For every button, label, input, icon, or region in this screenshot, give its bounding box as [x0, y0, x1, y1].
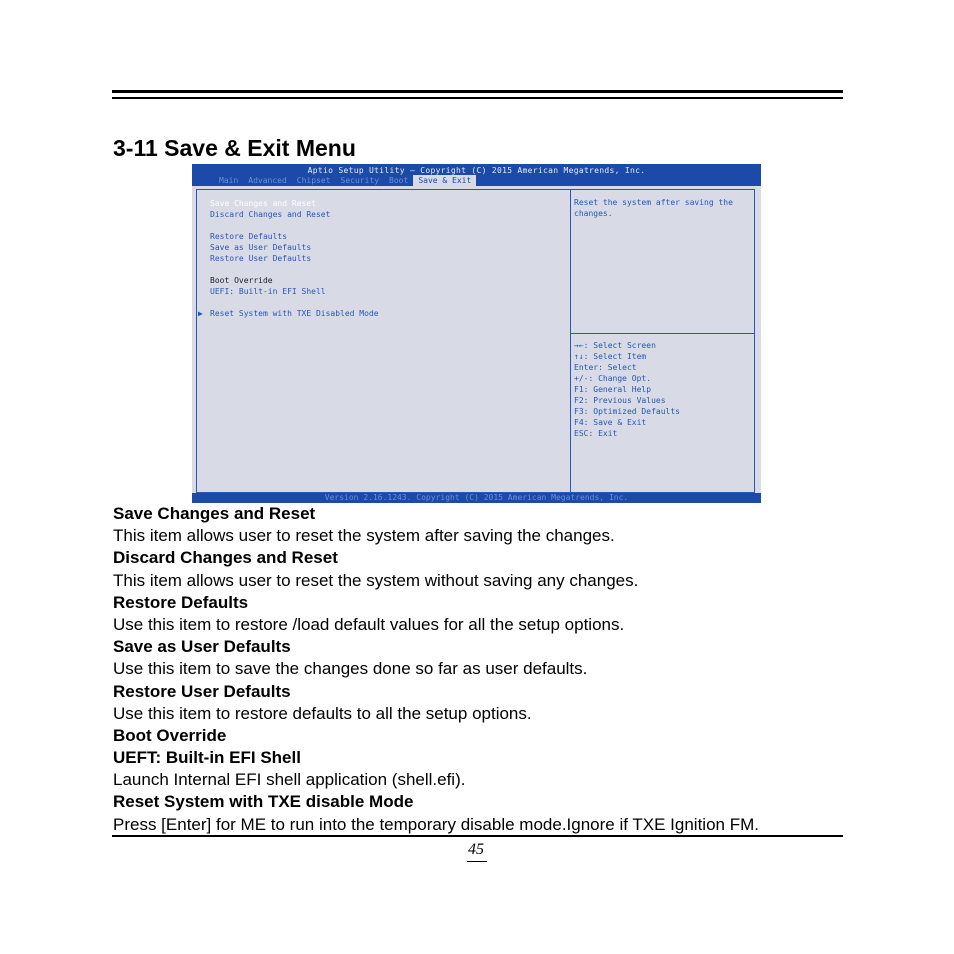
key-hint: F3: Optimized Defaults — [574, 407, 680, 416]
desc-heading: Reset System with TXE disable Mode — [113, 792, 414, 812]
bios-tab-bar — [214, 175, 476, 186]
key-hint: ↑↓: Select Item — [574, 352, 647, 361]
desc-text: Launch Internal EFI shell application (shell.efi). — [113, 770, 466, 790]
desc-heading: Boot Override — [113, 725, 227, 745]
key-hint: F2: Previous Values — [574, 396, 666, 405]
key-hint: →←: Select Screen — [574, 341, 656, 350]
desc-heading: Save as User Defaults — [113, 637, 291, 657]
bios-title: Aptio Setup Utility – Copyright (C) 2015 American Megatrends, Inc. — [307, 166, 646, 175]
menu-item-save-changes-reset[interactable]: Save Changes and Reset — [210, 199, 316, 208]
page-number: 45 — [468, 841, 484, 858]
desc-heading: Restore Defaults — [113, 592, 249, 612]
menu-item-reset-txe-disabled[interactable]: Reset System with TXE Disabled Mode — [210, 309, 379, 318]
desc-text: Use this item to restore /load default values for all the setup options. — [113, 614, 625, 634]
desc-text: Use this item to save the changes done so far as user defaults. — [113, 659, 588, 679]
key-hint: ESC: Exit — [574, 429, 618, 438]
page-number-underline — [467, 861, 487, 862]
menu-item-discard-changes-reset[interactable]: Discard Changes and Reset — [210, 210, 331, 219]
desc-text: Use this item to restore defaults to all the setup options. — [113, 703, 532, 723]
desc-heading: Save Changes and Reset — [113, 504, 316, 523]
desc-text: This item allows user to reset the system after saving the changes. — [113, 526, 615, 546]
item-descriptions — [113, 503, 853, 836]
desc-text: Press [Enter] for ME to run into the temporary disable mode.Ignore if TXE Ignition FM. — [113, 814, 759, 834]
tab-save-exit[interactable]: Save & Exit — [413, 175, 476, 186]
menu-label-boot-override: Boot Override — [210, 276, 273, 285]
bios-help-text: Reset the system after saving the changes. — [574, 198, 733, 218]
menu-item-save-user-defaults[interactable]: Save as User Defaults — [210, 243, 312, 252]
key-hint: F1: General Help — [574, 385, 652, 394]
tab-advanced[interactable]: Advanced — [248, 176, 287, 185]
menu-item-uefi-shell[interactable]: UEFI: Built-in EFI Shell — [210, 287, 326, 296]
bios-titlebar — [192, 164, 761, 186]
menu-item-restore-defaults[interactable]: Restore Defaults — [210, 232, 288, 241]
desc-text: This item allows user to reset the system without saving any changes. — [113, 570, 639, 590]
submenu-arrow-icon: ▶ — [198, 309, 203, 318]
header-rule-thin — [112, 97, 843, 99]
key-hint: Enter: Select — [574, 363, 637, 372]
tab-main[interactable]: Main — [219, 176, 239, 185]
bios-key-legend — [574, 340, 680, 439]
tab-boot[interactable]: Boot — [389, 176, 409, 185]
bios-help-divider — [571, 333, 755, 334]
tab-security[interactable]: Security — [340, 176, 380, 185]
footer-rule — [112, 835, 843, 837]
bios-panel-divider — [570, 190, 571, 492]
tab-chipset[interactable]: Chipset — [296, 176, 331, 185]
header-rule-thick — [112, 90, 843, 93]
bios-main-panel — [196, 189, 755, 493]
page-title: 3-11 Save & Exit Menu — [113, 135, 356, 161]
desc-heading: Restore User Defaults — [113, 681, 291, 701]
bios-footer: Version 2.16.1243. Copyright (C) 2015 American Megatrends, Inc. — [192, 493, 761, 503]
menu-item-restore-user-defaults[interactable]: Restore User Defaults — [210, 254, 312, 263]
desc-heading: UEFT: Built-in EFI Shell — [113, 748, 301, 768]
key-hint: +/-: Change Opt. — [574, 374, 652, 383]
key-hint: F4: Save & Exit — [574, 418, 647, 427]
desc-heading: Discard Changes and Reset — [113, 548, 338, 568]
bios-screenshot — [192, 164, 761, 503]
